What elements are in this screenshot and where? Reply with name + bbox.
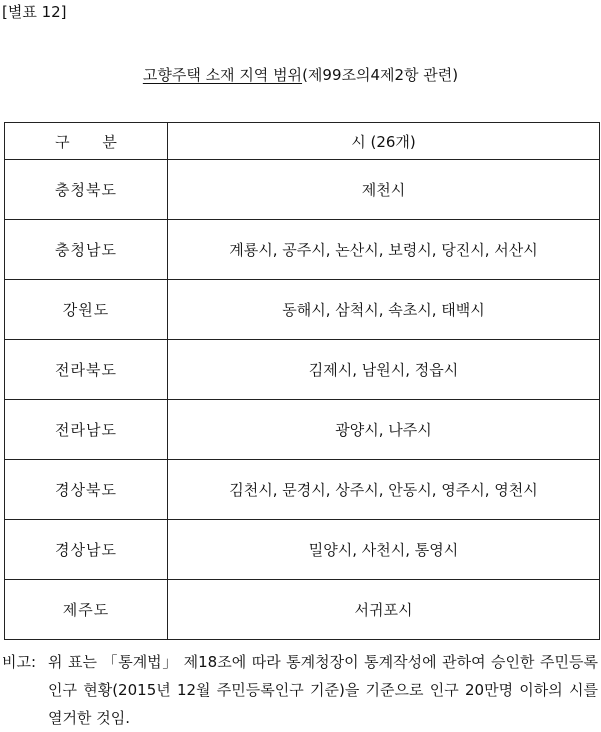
province-cell: 전라남도 bbox=[5, 400, 168, 460]
header-category bbox=[5, 123, 168, 160]
document-title bbox=[0, 64, 601, 85]
table-row bbox=[5, 160, 600, 220]
province-cell: 강원도 bbox=[5, 280, 168, 340]
cities-cell: 밀양시, 사천시, 통영시 bbox=[168, 520, 600, 580]
cities-cell: 제천시 bbox=[168, 160, 600, 220]
header-cities: 시 (26개) bbox=[168, 123, 600, 160]
province-cell: 전라북도 bbox=[5, 340, 168, 400]
table-row bbox=[5, 400, 600, 460]
cities-cell: 서귀포시 bbox=[168, 580, 600, 640]
annex-label: [별표 12] bbox=[2, 3, 67, 21]
cities-cell: 계룡시, 공주시, 논산시, 보령시, 당진시, 서산시 bbox=[168, 220, 600, 280]
title-reference: (제99조의4제2항 관련) bbox=[302, 66, 459, 84]
title-main: 고향주택 소재 지역 범위 bbox=[142, 66, 303, 84]
cities-cell: 광양시, 나주시 bbox=[168, 400, 600, 460]
table-row bbox=[5, 580, 600, 640]
cities-cell: 동해시, 삼척시, 속초시, 태백시 bbox=[168, 280, 600, 340]
cities-cell: 김제시, 남원시, 정읍시 bbox=[168, 340, 600, 400]
province-cell: 경상남도 bbox=[5, 520, 168, 580]
remarks bbox=[2, 648, 598, 732]
province-cell: 제주도 bbox=[5, 580, 168, 640]
province-cell: 충청북도 bbox=[5, 160, 168, 220]
table-row bbox=[5, 460, 600, 520]
header-category-label: 구 분 bbox=[55, 132, 131, 151]
region-table bbox=[4, 122, 600, 640]
table-row bbox=[5, 520, 600, 580]
cities-cell: 김천시, 문경시, 상주시, 안동시, 영주시, 영천시 bbox=[168, 460, 600, 520]
province-cell: 충청남도 bbox=[5, 220, 168, 280]
remarks-label: 비고: bbox=[2, 653, 37, 671]
table-row bbox=[5, 280, 600, 340]
province-cell: 경상북도 bbox=[5, 460, 168, 520]
table-header-row bbox=[5, 123, 600, 160]
table-row bbox=[5, 340, 600, 400]
remarks-text: 위 표는 「통계법」 제18조에 따라 통계청장이 통계작성에 관하여 승인한 주민등록인구 현황(2015년 12월 주민등록인구 기준)을 기준으로 인구 20만명 이하의 시를 열거한 것임. bbox=[48, 653, 598, 727]
table-row bbox=[5, 220, 600, 280]
